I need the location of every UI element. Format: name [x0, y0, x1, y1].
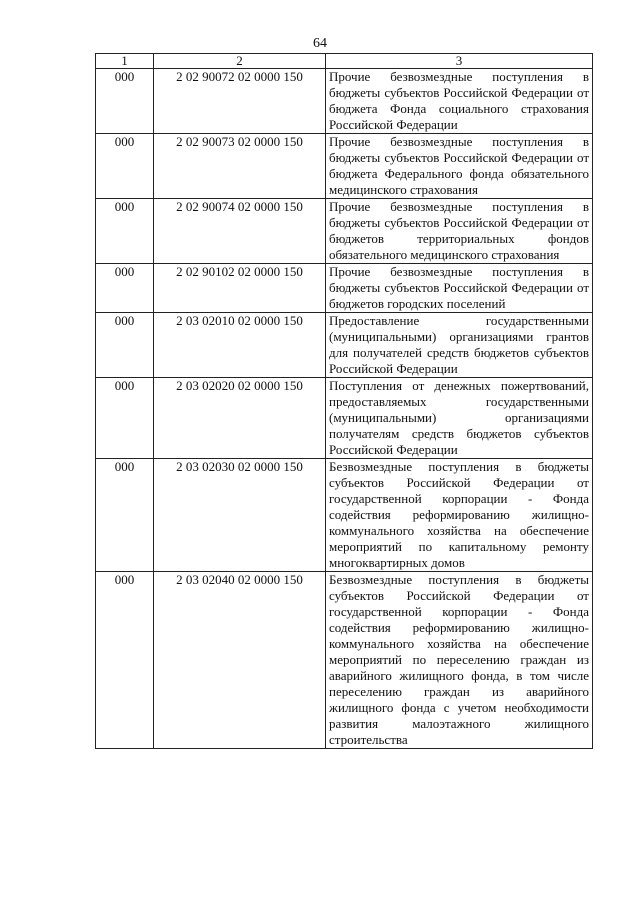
admin-code-cell: 000: [96, 459, 154, 572]
table-header-row: [96, 54, 593, 69]
admin-code-cell: 000: [96, 199, 154, 264]
admin-code-cell: 000: [96, 69, 154, 134]
column-header-1: 1: [96, 54, 154, 69]
table-row: [96, 378, 593, 459]
income-name-cell: Поступления от денежных пожертвований, предоставляемых государственными (муниципальными) организациями получателям средств бюджетов субъектов Российской Федерации: [326, 378, 593, 459]
income-name-cell: Прочие безвозмездные поступления в бюджеты субъектов Российской Федерации от бюджетов территориальных фондов обязательного медицинского страхования: [326, 199, 593, 264]
budget-code-cell: 2 03 02030 02 0000 150: [154, 459, 326, 572]
income-name-cell: Прочие безвозмездные поступления в бюджеты субъектов Российской Федерации от бюджета Фонда социального страхования Российской Федерации: [326, 69, 593, 134]
table-row: [96, 199, 593, 264]
table-row: [96, 264, 593, 313]
budget-code-cell: 2 02 90072 02 0000 150: [154, 69, 326, 134]
budget-code-cell: 2 03 02020 02 0000 150: [154, 378, 326, 459]
admin-code-cell: 000: [96, 378, 154, 459]
admin-code-cell: 000: [96, 313, 154, 378]
admin-code-cell: 000: [96, 134, 154, 199]
budget-codes-table: [95, 53, 593, 749]
budget-code-cell: 2 02 90102 02 0000 150: [154, 264, 326, 313]
budget-code-cell: 2 02 90074 02 0000 150: [154, 199, 326, 264]
table-row: [96, 69, 593, 134]
income-name-cell: Безвозмездные поступления в бюджеты субъектов Российской Федерации от государственной корпорации - Фонда содействия реформированию жилищно-коммунального хозяйства на обеспечение мероприятий по капитальному ремонту многоквартирных домов: [326, 459, 593, 572]
column-header-2: 2: [154, 54, 326, 69]
table-row: [96, 313, 593, 378]
table-row: [96, 459, 593, 572]
income-name-cell: Предоставление государственными (муниципальными) организациями грантов для получателей средств бюджетов субъектов Российской Федерации: [326, 313, 593, 378]
budget-code-cell: 2 03 02010 02 0000 150: [154, 313, 326, 378]
budget-code-cell: 2 02 90073 02 0000 150: [154, 134, 326, 199]
admin-code-cell: 000: [96, 264, 154, 313]
table-row: [96, 134, 593, 199]
budget-code-cell: 2 03 02040 02 0000 150: [154, 572, 326, 749]
page-number: 64: [313, 36, 327, 51]
column-header-3: 3: [326, 54, 593, 69]
income-name-cell: Безвозмездные поступления в бюджеты субъектов Российской Федерации от государственной корпорации - Фонда содействия реформированию жилищно-коммунального хозяйства на обеспечение мероприятий по переселению граждан из аварийного жилищного фонда, в том числе переселению граждан из аварийного жилищного фонда с учетом необходимости развития малоэтажного жилищного строительства: [326, 572, 593, 749]
table-row: [96, 572, 593, 749]
admin-code-cell: 000: [96, 572, 154, 749]
income-name-cell: Прочие безвозмездные поступления в бюджеты субъектов Российской Федерации от бюджетов городских поселений: [326, 264, 593, 313]
income-name-cell: Прочие безвозмездные поступления в бюджеты субъектов Российской Федерации от бюджета Федерального фонда обязательного медицинского страхования: [326, 134, 593, 199]
